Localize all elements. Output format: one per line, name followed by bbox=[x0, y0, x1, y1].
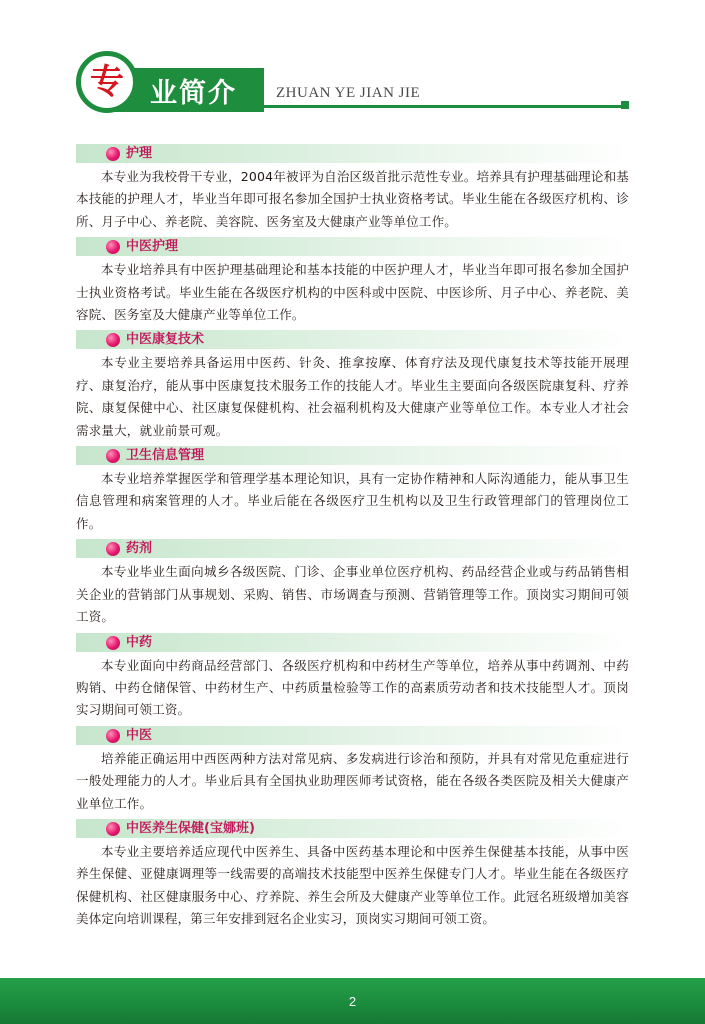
major-section-tcm-wellness bbox=[76, 819, 629, 931]
header-rule bbox=[264, 105, 624, 108]
section-heading-bar bbox=[76, 446, 629, 465]
header-rule-end-square bbox=[621, 101, 629, 109]
page-footer bbox=[0, 978, 705, 1024]
section-heading-bar bbox=[76, 237, 629, 256]
section-heading-bar bbox=[76, 330, 629, 349]
section-title: 中医养生保健(宝娜班) bbox=[126, 820, 255, 836]
bullet-dot-icon bbox=[106, 542, 120, 556]
major-section-tcm-nursing bbox=[76, 237, 629, 326]
section-title: 中医 bbox=[126, 727, 153, 743]
section-heading-bar bbox=[76, 539, 629, 558]
section-logo-badge bbox=[76, 51, 138, 113]
section-title: 中医护理 bbox=[126, 239, 179, 255]
section-heading-bar bbox=[76, 633, 629, 652]
bullet-dot-icon bbox=[106, 147, 120, 161]
page-subtitle-english: ZHUAN YE JIAN JIE bbox=[276, 85, 421, 101]
section-body: 本专业主要培养具备运用中医药、针灸、推拿按摩、体育疗法及现代康复技术等技能开展理疗、康复治疗，能从事中医康复技术服务工作的技能人才。毕业生主要面向各级医院康复科、疗养院、康复保健中心、社区康复保健机构、社会福利机构及大健康产业等单位工作。本专业人才社会需求量大，就业前景可观。 bbox=[76, 355, 629, 438]
major-section-tcm bbox=[76, 726, 629, 815]
section-body: 本专业为我校骨干专业，2004年被评为自治区级首批示范性专业。培养具有护理基础理论和基本技能的护理人才，毕业当年即可报名参加全国护士执业资格考试。毕业生能在各级医疗机构、诊所、月子中心、养老院、美容院、医务室及大健康产业等单位工作。 bbox=[76, 169, 629, 229]
page-title: 业简介 bbox=[150, 77, 237, 109]
section-heading-bar bbox=[76, 819, 629, 838]
section-title: 中药 bbox=[126, 634, 153, 650]
bullet-dot-icon bbox=[106, 333, 120, 347]
section-body: 本专业面向中药商品经营部门、各级医疗机构和中药材生产等单位，培养从事中药调剂、中药购销、中药仓储保管、中药材生产、中药质量检验等工作的高素质劳动者和技术技能型人才。顶岗实习期间可领工资。 bbox=[76, 657, 629, 718]
section-title: 护理 bbox=[126, 146, 153, 161]
majors-list bbox=[76, 144, 629, 935]
bullet-dot-icon bbox=[106, 822, 120, 836]
section-body: 本专业培养具有中医护理基础理论和基本技能的中医护理人才，毕业当年即可报名参加全国护士执业资格考试。毕业生能在各级医疗机构的中医科或中医院、中医诊所、月子中心、养老院、美容院、医务室及大健康产业等单位工作。 bbox=[76, 262, 629, 323]
section-body: 本专业培养掌握医学和管理学基本理论知识，具有一定协作精神和人际沟通能力，能从事卫生信息管理和病案管理的人才。毕业后能在各级医疗卫生机构以及卫生行政管理部门的管理岗位工作。 bbox=[76, 471, 629, 531]
bullet-dot-icon bbox=[106, 636, 120, 650]
page-number: 2 bbox=[348, 993, 357, 1009]
section-heading-bar bbox=[76, 726, 629, 745]
bullet-dot-icon bbox=[106, 729, 120, 743]
logo-character: 专 bbox=[90, 62, 124, 102]
section-heading-bar bbox=[76, 144, 629, 163]
bullet-dot-icon bbox=[106, 240, 120, 254]
section-title: 中医康复技术 bbox=[126, 332, 205, 348]
major-section-tcm-pharmacy bbox=[76, 633, 629, 722]
section-body: 本专业主要培养适应现代中医养生、具备中医药基本理论和中医养生保健基本技能，从事中医养生保健、亚健康调理等一线需要的高端技术技能型中医养生保健专门人才。毕业生能在各级医疗保健机构、社区健康服务中心、疗养院、养生会所及大健康产业等单位工作。此冠名班级增加美容美体定向培训课程，第三年安排到冠名企业实习，顶岗实习期间可领工资。 bbox=[76, 843, 629, 927]
section-title: 药剂 bbox=[126, 541, 153, 557]
major-section-nursing bbox=[76, 144, 629, 233]
section-body: 培养能正确运用中西医两种方法对常见病、多发病进行诊治和预防，并具有对常见危重症进行一般处理能力的人才。毕业后具有全国执业助理医师考试资格，能在各级各类医院及相关大健康产业单位工作。 bbox=[76, 750, 629, 811]
page-header bbox=[0, 0, 705, 115]
section-title: 卫生信息管理 bbox=[126, 448, 205, 464]
major-section-pharmacy bbox=[76, 539, 629, 628]
major-section-tcm-rehab bbox=[76, 330, 629, 442]
major-section-health-info bbox=[76, 446, 629, 535]
bullet-dot-icon bbox=[106, 449, 120, 463]
section-body: 本专业毕业生面向城乡各级医院、门诊、企事业单位医疗机构、药品经营企业或与药品销售相关企业的营销部门从事规划、采购、销售、市场调查与预测、营销管理等工作。顶岗实习期间可领工资。 bbox=[76, 564, 629, 625]
